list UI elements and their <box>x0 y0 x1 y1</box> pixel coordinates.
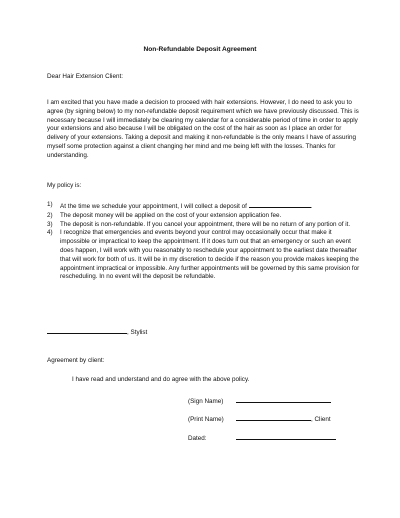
sign-name-blank[interactable] <box>236 396 331 403</box>
policy-item-number: 1) <box>47 201 53 208</box>
policy-item-text: I recognize that emergencies and events beyond your control may occasionally occur that make it impossible or impractical to keep the appointment. If it does turn out that an emergency or such an event does happen, I will work with you reasonably to reschedule your appointment to the earliest date thereafter that will work for both of us. It will be in my discretion to decide if the reason you provide makes keeping the appointment impractical or impossible. Any further appointments will be governed by this same provision for rescheduling. In no event will the deposit be refundable. <box>60 229 360 281</box>
sign-name-label: (Sign Name) <box>188 398 224 405</box>
stylist-label: , Stylist <box>127 329 148 336</box>
print-name-row <box>188 414 331 425</box>
policy-list <box>47 201 363 282</box>
policy-item-number: 2) <box>47 211 53 219</box>
policy-item-suffix: . <box>310 203 313 210</box>
stylist-signature-line <box>47 327 147 338</box>
policy-item-number: 4) <box>47 229 53 237</box>
policy-item-number: 3) <box>47 220 53 228</box>
dated-blank[interactable] <box>236 433 336 440</box>
policy-item-text: The deposit is non-refundable. If you cancel your appointment, there will be no return of any portion of it. <box>60 220 351 228</box>
agreement-heading: Agreement by client: <box>47 357 105 364</box>
dated-label: Dated: <box>188 435 207 442</box>
dated-row <box>188 433 336 444</box>
policy-heading: My policy is: <box>47 182 82 189</box>
policy-item <box>47 201 363 212</box>
print-name-blank[interactable] <box>236 414 311 421</box>
policy-item-text: The deposit money will be applied on the cost of your extension application fee. <box>60 211 282 219</box>
client-label: , Client <box>311 416 331 423</box>
salutation: Dear Hair Extension Client: <box>47 73 123 80</box>
policy-item <box>47 221 363 230</box>
policy-item <box>47 212 363 221</box>
print-name-label: (Print Name) <box>188 416 224 423</box>
agreement-text: I have read and understand and do agree with the above policy. <box>72 376 250 383</box>
document-title: Non-Refundable Deposit Agreement <box>143 46 257 53</box>
intro-paragraph: I am excited that you have made a decision to proceed with hair extensions. However, I do need to ask you to agree (by signing below) to my non-refundable deposit requirement which we have previously discussed. This is necessary because I will immediately be clearing my calendar for a considerable period of time in order to apply your extensions and also because I will be obligated on the cost of the hair as soon as I place an order for delivery of your extensions. Taking a deposit and making it non-refundable is the only means I have of assuring myself some protection against a client changing her mind and me being left with the losses. Thanks for understanding. <box>47 99 359 159</box>
deposit-amount-blank[interactable] <box>249 201 311 208</box>
policy-item <box>47 229 363 282</box>
stylist-signature-blank[interactable] <box>47 327 127 334</box>
sign-name-row <box>188 396 331 407</box>
policy-item-text: At the time we schedule your appointment, I will collect a deposit of <box>60 203 247 210</box>
